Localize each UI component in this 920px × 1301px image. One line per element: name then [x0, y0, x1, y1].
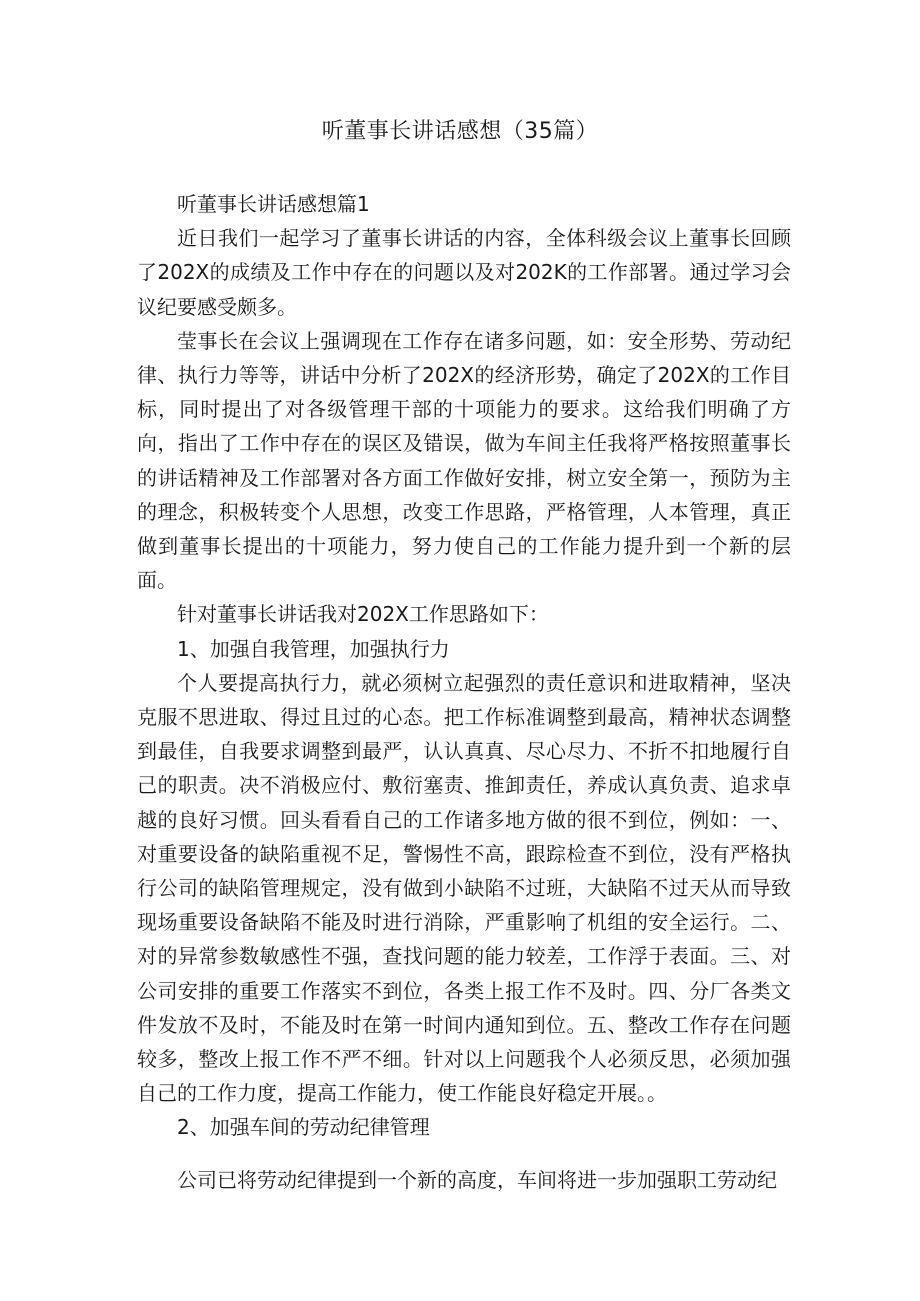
document-body	[137, 187, 791, 1197]
paragraph: 个人要提高执行力，就必须树立起强烈的责任意识和进取精神，坚决克服不思进取、得过且过的心态。把工作标准调整到最高，精神状态调整到最佳，自我要求调整到最严，认认真真、尽心尽力、不折不扣地履行自己的职责。决不消极应付、敷衍塞责、推卸责任，养成认真负责、追求卓越的良好习惯。回头看看自己的工作诸多地方做的很不到位，例如：一、对重要设备的缺陷重视不足，警惕性不高，跟踪检查不到位，没有严格执行公司的缺陷管理规定，没有做到小缺陷不过班，大缺陷不过天从而导致现场重要设备缺陷不能及时进行消除，严重影响了机组的安全运行。二、对的异常参数敏感性不强，查找问题的能力较差，工作浮于表面。三、对公司安排的重要工作落实不到位，各类上报工作不及时。四、分厂各类文件发放不及时，不能及时在第一时间内通知到位。五、整改工作存在问题较多，整改上报工作不严不细。针对以上问题我个人必须反思，必须加强自己的工作力度，提高工作能力，使工作能良好稳定开展。。	[137, 670, 791, 1106]
document-title: 听董事长讲话感想（35篇）	[321, 119, 599, 144]
paragraph: 公司已将劳动纪律提到一个新的高度，车间将进一步加强职工劳动纪	[177, 1167, 777, 1192]
paragraph: 近日我们一起学习了董事长讲话的内容，全体科级会议上董事长回顾了202X的成绩及工作中存在的问题以及对202K的工作部署。通过学习会议纪要感受颇多。	[137, 226, 791, 319]
numbered-heading: 2、加强车间的劳动纪律管理	[177, 1115, 430, 1140]
numbered-heading: 1、加强自我管理，加强执行力	[177, 636, 450, 661]
section-heading: 听董事长讲话感想篇1	[177, 192, 370, 216]
paragraph: 针对董事长讲话我对202X工作思路如下：	[177, 602, 549, 627]
paragraph: 莹事长在会议上强调现在工作存在诸多问题，如：安全形势、劳动纪律、执行力等等，讲话中分析了202X的经济形势，确定了202X的工作目标，同时提出了对各级管理干部的十项能力的要求。这给我们明确了方向，指出了工作中存在的误区及错误，做为车间主任我将严格按照董事长的讲话精神及工作部署对各方面工作做好安排，树立安全第一，预防为主的理念，积极转变个人思想，改变工作思路，严格管理，人本管理，真正做到董事长提出的十项能力，努力使自己的工作能力提升到一个新的层面。	[137, 328, 791, 593]
